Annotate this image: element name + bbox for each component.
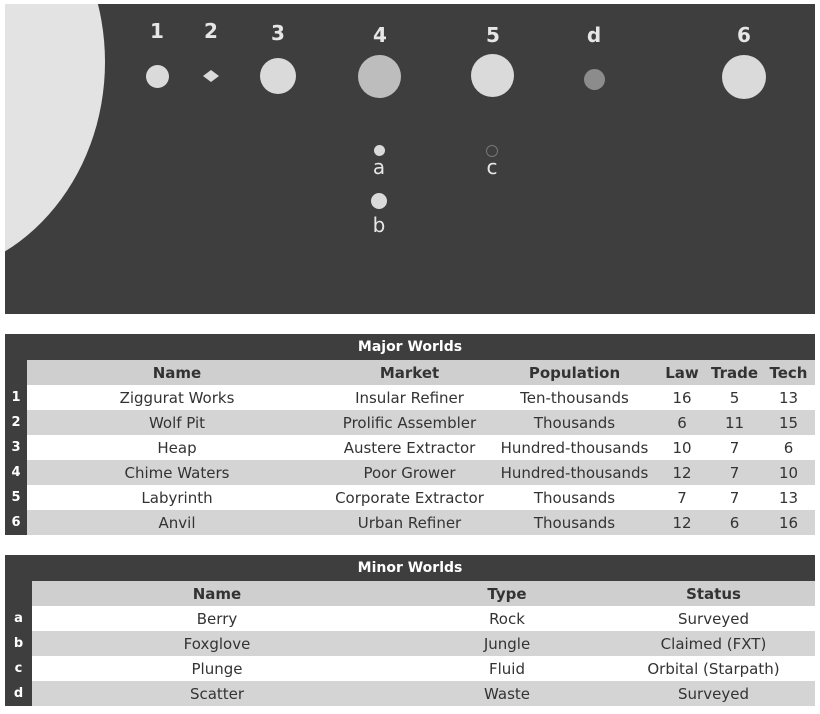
table-row (5, 631, 815, 656)
major-col-name: Name (27, 360, 327, 385)
world-population: Hundred-thousands (492, 460, 657, 485)
world-name: Labyrinth (27, 485, 327, 510)
table-row (5, 606, 815, 631)
orbit-label-6: 6 (737, 23, 751, 47)
world-trade: 11 (707, 410, 762, 435)
row-id: 5 (5, 485, 27, 510)
world-population: Thousands (492, 510, 657, 535)
world-name: Ziggurat Works (27, 385, 327, 410)
table-row (5, 410, 815, 435)
row-id: c (5, 656, 32, 681)
world-population: Hundred-thousands (492, 435, 657, 460)
orbit-label-2: 2 (204, 19, 218, 43)
world-law: 7 (657, 485, 707, 510)
minor-header-row (5, 581, 815, 606)
world-tech: 15 (762, 410, 815, 435)
major-corner-cell (5, 360, 27, 385)
world-trade: 7 (707, 435, 762, 460)
table-row (5, 656, 815, 681)
world-population: Thousands (492, 485, 657, 510)
table-row (5, 385, 815, 410)
row-id: b (5, 631, 32, 656)
world-market: Prolific Assembler (327, 410, 492, 435)
row-id: 4 (5, 460, 27, 485)
world-tech: 16 (762, 510, 815, 535)
orbit-label-1: 1 (150, 19, 164, 43)
minor-name: Scatter (32, 681, 402, 706)
moon-label-b: b (372, 213, 386, 237)
minor-status: Orbital (Starpath) (612, 656, 815, 681)
table-row (5, 435, 815, 460)
world-name: Chime Waters (27, 460, 327, 485)
world-d[interactable] (584, 69, 605, 90)
world-6[interactable] (722, 55, 766, 99)
table-row (5, 681, 815, 706)
major-col-market: Market (327, 360, 492, 385)
minor-name: Foxglove (32, 631, 402, 656)
world-population: Ten-thousands (492, 385, 657, 410)
minor-type: Waste (402, 681, 612, 706)
row-id: 1 (5, 385, 27, 410)
orbit-label-4: 4 (373, 23, 387, 47)
table-row (5, 460, 815, 485)
row-id: a (5, 606, 32, 631)
minor-worlds-table (5, 555, 815, 706)
orbit-label-5: 5 (486, 23, 500, 47)
orbit-label-d: d (586, 23, 602, 47)
world-market: Poor Grower (327, 460, 492, 485)
world-trade: 7 (707, 460, 762, 485)
world-market: Corporate Extractor (327, 485, 492, 510)
world-law: 6 (657, 410, 707, 435)
moon-label-c: c (486, 155, 498, 179)
minor-col-type: Type (402, 581, 612, 606)
row-id: 3 (5, 435, 27, 460)
major-col-tech: Tech (762, 360, 815, 385)
minor-worlds-title: Minor Worlds (5, 555, 815, 581)
minor-name: Plunge (32, 656, 402, 681)
world-market: Austere Extractor (327, 435, 492, 460)
world-tech: 6 (762, 435, 815, 460)
minor-status: Surveyed (612, 681, 815, 706)
world-tech: 13 (762, 385, 815, 410)
minor-name: Berry (32, 606, 402, 631)
moon-b[interactable] (371, 193, 387, 209)
major-col-population: Population (492, 360, 657, 385)
row-id: d (5, 681, 32, 706)
minor-status: Claimed (FXT) (612, 631, 815, 656)
major-col-trade: Trade (707, 360, 762, 385)
major-worlds-table (5, 334, 815, 535)
minor-type: Rock (402, 606, 612, 631)
world-market: Urban Refiner (327, 510, 492, 535)
minor-col-status: Status (612, 581, 815, 606)
orbit-label-3: 3 (271, 21, 285, 45)
world-tech: 13 (762, 485, 815, 510)
world-4[interactable] (358, 55, 401, 98)
major-worlds-title: Major Worlds (5, 334, 815, 360)
world-name: Wolf Pit (27, 410, 327, 435)
minor-type: Jungle (402, 631, 612, 656)
major-header-row (5, 360, 815, 385)
world-3[interactable] (260, 58, 296, 94)
system-map (5, 4, 815, 314)
moon-label-a: a (372, 155, 386, 179)
minor-col-name: Name (32, 581, 402, 606)
world-tech: 10 (762, 460, 815, 485)
world-name: Anvil (27, 510, 327, 535)
table-row (5, 510, 815, 535)
world-law: 10 (657, 435, 707, 460)
world-1[interactable] (146, 65, 169, 88)
row-id: 6 (5, 510, 27, 535)
row-id: 2 (5, 410, 27, 435)
table-row (5, 485, 815, 510)
world-population: Thousands (492, 410, 657, 435)
major-col-law: Law (657, 360, 707, 385)
minor-status: Surveyed (612, 606, 815, 631)
world-5[interactable] (471, 54, 514, 97)
world-name: Heap (27, 435, 327, 460)
world-law: 12 (657, 510, 707, 535)
world-2[interactable] (203, 70, 219, 82)
minor-corner-cell (5, 581, 32, 606)
star (5, 4, 105, 278)
minor-type: Fluid (402, 656, 612, 681)
world-law: 16 (657, 385, 707, 410)
world-trade: 7 (707, 485, 762, 510)
world-law: 12 (657, 460, 707, 485)
world-trade: 6 (707, 510, 762, 535)
world-market: Insular Refiner (327, 385, 492, 410)
world-trade: 5 (707, 385, 762, 410)
